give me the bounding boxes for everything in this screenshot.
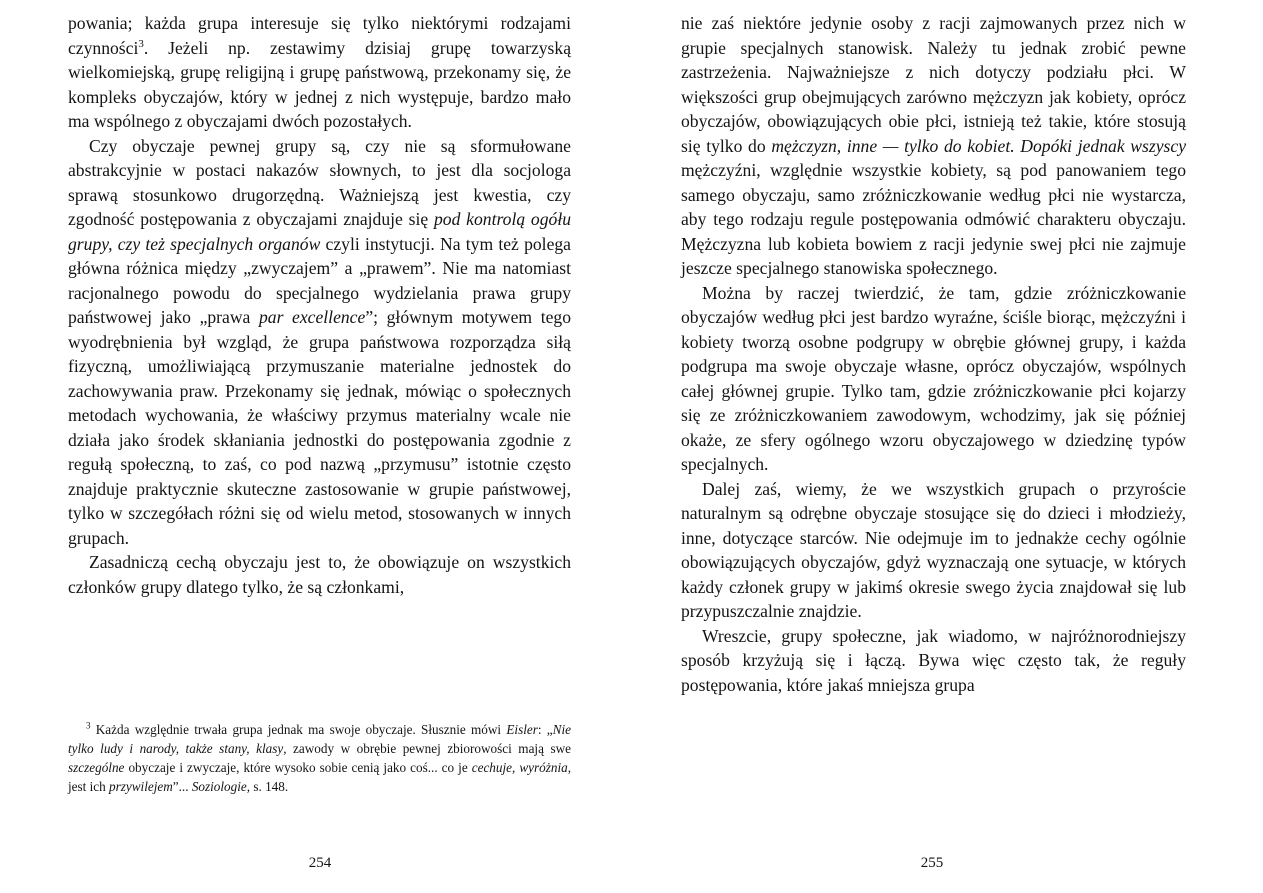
- italic-text: szczególne: [68, 760, 125, 775]
- page-number-left: 254: [308, 855, 332, 871]
- footnote-marker: 3: [86, 720, 91, 731]
- right-page-body: [681, 11, 1186, 697]
- left-page: [0, 0, 620, 893]
- footnote-marker: 3: [138, 37, 144, 50]
- paragraph: Można by raczej twierdzić, że tam, gdzie zróżniczkowanie obyczajów według płci jest bardzo wyraźne, ściśle biorąc, mężczyźni i kobiety tworzą osobne podgrupy w obrębie głównej grupy, i każda podgrupa ma swoje obyczaje własne, oprócz obyczajów, wspólnych całej głównej grupie. Tylko tam, gdzie zróżniczkowanie płci kojarzy się ze zróżniczkowaniem zawodowym, wchodzimy, jak się później okaże, ze sfery ogólnego wzoru obyczajowego w dziedzinę typów specjalnych.: [681, 282, 1186, 474]
- paragraph: powania; każda grupa interesuje się tylko niektórymi rodzajami czynności$^3$. Jeżeli np. zestawimy dzisiaj grupę towarzyską wielkomiejską, grupę religijną i grupę państwową, przekonamy się, że kompleks obyczajów, który w jednej z nich występuje, bardzo mało ma wspólnego z obyczajami dwóch pozostałych.: [68, 13, 571, 131]
- italic-text: Nie tylko ludy i narody, także stany, klasy: [68, 722, 571, 756]
- italic-text: par excellence: [259, 307, 366, 327]
- italic-text: mężczyzn, inne — tylko do kobiet. Dopóki jednak wszyscy: [771, 135, 1187, 156]
- paragraph: Dalej zaś, wiemy, że we wszystkich grupach o przyroście naturalnym są odrębne obyczaje stosujące się do dzieci i młodzieży, inne, dotyczące starców. Nie odejmuje im to jednakże cechy ogólnie obowiązujących obyczajów, gdyż wyznaczają one sytuacje, w których każdy członek grupy w jakimś okresie swego życia znajdował się lub przypuszczalnie znajdzie.: [681, 478, 1186, 621]
- paragraph: Wreszcie, grupy społeczne, jak wiadomo, w najróżnorodniejszy sposób krzyżują się i łączą. Bywa więc często tak, że reguły postępowania, które jakaś mniejsza grupa: [681, 625, 1186, 695]
- right-page: [640, 0, 1263, 893]
- italic-text: przywilejem: [109, 779, 173, 794]
- italic-text: cechuje, wyróżnia: [471, 760, 568, 775]
- paragraph: nie zaś niektóre jedynie osoby z racji zajmowanych przez nich w grupie specjalnych stanowisk. Należy tu jednak zrobić pewne zastrzeżenia. Najważniejsze z nich dotyczy podziału płci. W większości grup obejmujących zarówno mężczyzn jak kobiety, oprócz obyczajów, obowiązujących obie płci, istnieją też takie, które stosują się tylko do mężczyzn, inne — tylko do kobiet. Dopóki jednak wszyscy mężczyźni, względnie wszystkie kobiety, są pod panowaniem tego samego obyczaju, samo zróżniczkowanie według płci nie wystarcza, aby tego rodzaju regule postępowania odmówić charakteru obyczaju. Mężczyzna lub kobieta bowiem z racji jedynie swej płci nie zajmuje jeszcze specjalnego stanowiska społecznego.: [681, 13, 1187, 278]
- paragraph: Czy obyczaje pewnej grupy są, czy nie są sformułowane abstrakcyjnie w postaci nakazów słownych, to jest dla socjologa sprawą stosunkowo drugorzędną. Ważniejszą jest kwestia, czy zgodność postępowania z obyczajami znajduje się pod kontrolą ogółu grupy, czy też specjalnych organów czyli instytucji. Na tym też polega główna różnica między „zwyczajem” a „prawem”. Nie ma natomiast racjonalnego powodu do specjalnego wydzielania prawa grupy państwowej jako „prawa par excellence”; głównym motywem tego wyodrębnienia był wzgląd, że grupa państwowa rozporządza siłą fizyczną, umożliwiającą przymuszanie materialne jednostek do zachowywania praw. Przekonamy się jednak, mówiąc o społecznych metodach wychowania, że właściwy przymus materialny wcale nie działa jako środek skłaniania jednostki do postępowania zgodnie z regułą społeczną, to zaś, co pod nazwą „przymusu” istotnie często znajduje praktycznie skuteczne zastosowanie w grupie państwowej, tylko w szczegółach różni się od wielu metod, stosowanych w innych grupach.: [68, 135, 571, 548]
- footnote-text: $^3$ Każda względnie trwała grupa jednak ma swoje obyczaje. Słusznie mówi Eisler: „Nie tylko ludy i narody, także stany, klasy, zawody w obrębie pewnej zbiorowości mają swe szczególne obyczaje i zwyczaje, które wysoko sobie cenią jako coś... co je cechuje, wyróżnia, jest ich przywilejem”... Soziologie, s. 148.: [68, 720, 571, 794]
- italic-text: Eisler: [506, 722, 538, 737]
- page-number-right: 255: [920, 855, 944, 871]
- paragraph: Zasadniczą cechą obyczaju jest to, że obowiązuje on wszystkich członków grupy dlatego tylko, że są członkami,: [68, 552, 571, 597]
- italic-text: pod kontrolą ogółu grupy, czy też specjalnych organów: [68, 209, 571, 254]
- footnote: [68, 720, 571, 796]
- left-page-body: [68, 11, 571, 599]
- italic-text: Soziologie: [191, 779, 247, 794]
